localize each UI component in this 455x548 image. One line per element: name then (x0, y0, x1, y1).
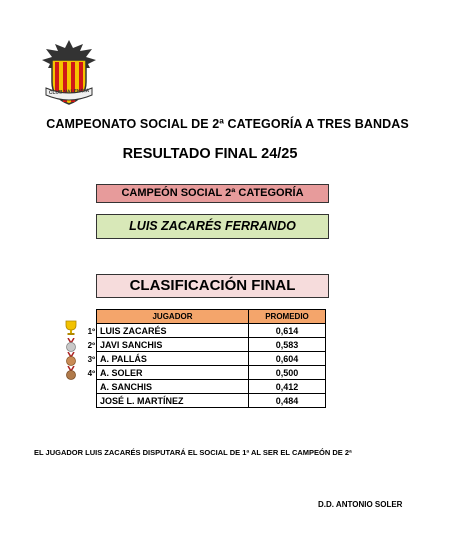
player-average: 0,614 (249, 324, 326, 338)
player-name: A. PALLÁS (97, 352, 249, 366)
player-average: 0,484 (249, 394, 326, 408)
player-name: A. SOLER (97, 366, 249, 380)
position-label: 2º (87, 341, 95, 350)
position-label: 1º (87, 327, 95, 336)
player-average: 0,583 (249, 338, 326, 352)
player-average: 0,500 (249, 366, 326, 380)
table-row (97, 352, 326, 366)
table-row (97, 366, 326, 380)
medal-icon (64, 366, 78, 380)
player-average: 0,604 (249, 352, 326, 366)
table-row (97, 338, 326, 352)
signature: D.D. ANTONIO SOLER (318, 500, 403, 509)
player-average: 0,412 (249, 380, 326, 394)
player-name: LUIS ZACARÉS (97, 324, 249, 338)
bronze-medal-icon (64, 352, 78, 366)
document-title: CAMPEONATO SOCIAL DE 2ª CATEGORÍA A TRES BANDAS (46, 117, 409, 131)
classification-label-box: CLASIFICACIÓN FINAL (96, 274, 329, 298)
document-subtitle: RESULTADO FINAL 24/25 (122, 146, 298, 162)
footer-note: EL JUGADOR LUIS ZACARÉS DISPUTARÁ EL SOCIAL DE 1ª AL SER EL CAMPEÓN DE 2ª (34, 448, 352, 457)
silver-medal-icon (64, 338, 78, 352)
player-name: JAVI SANCHIS (97, 338, 249, 352)
champion-name-box: LUIS ZACARÉS FERRANDO (96, 214, 329, 239)
position-label: 4º (87, 369, 95, 378)
champion-label-box: CAMPEÓN SOCIAL 2ª CATEGORÍA (96, 184, 329, 203)
column-header-average: PROMEDIO (249, 310, 326, 324)
table-row (97, 380, 326, 394)
trophy-icon (64, 320, 78, 334)
table-row (97, 324, 326, 338)
player-name: A. SANCHIS (97, 380, 249, 394)
classification-table (96, 309, 326, 408)
player-name: JOSÉ L. MARTÍNEZ (97, 394, 249, 408)
logo-banner-text: CLUB VALENCIA (48, 87, 90, 97)
position-label: 3º (87, 355, 95, 364)
table-header-row (97, 310, 326, 324)
column-header-player: JUGADOR (97, 310, 249, 324)
table-row (97, 394, 326, 408)
